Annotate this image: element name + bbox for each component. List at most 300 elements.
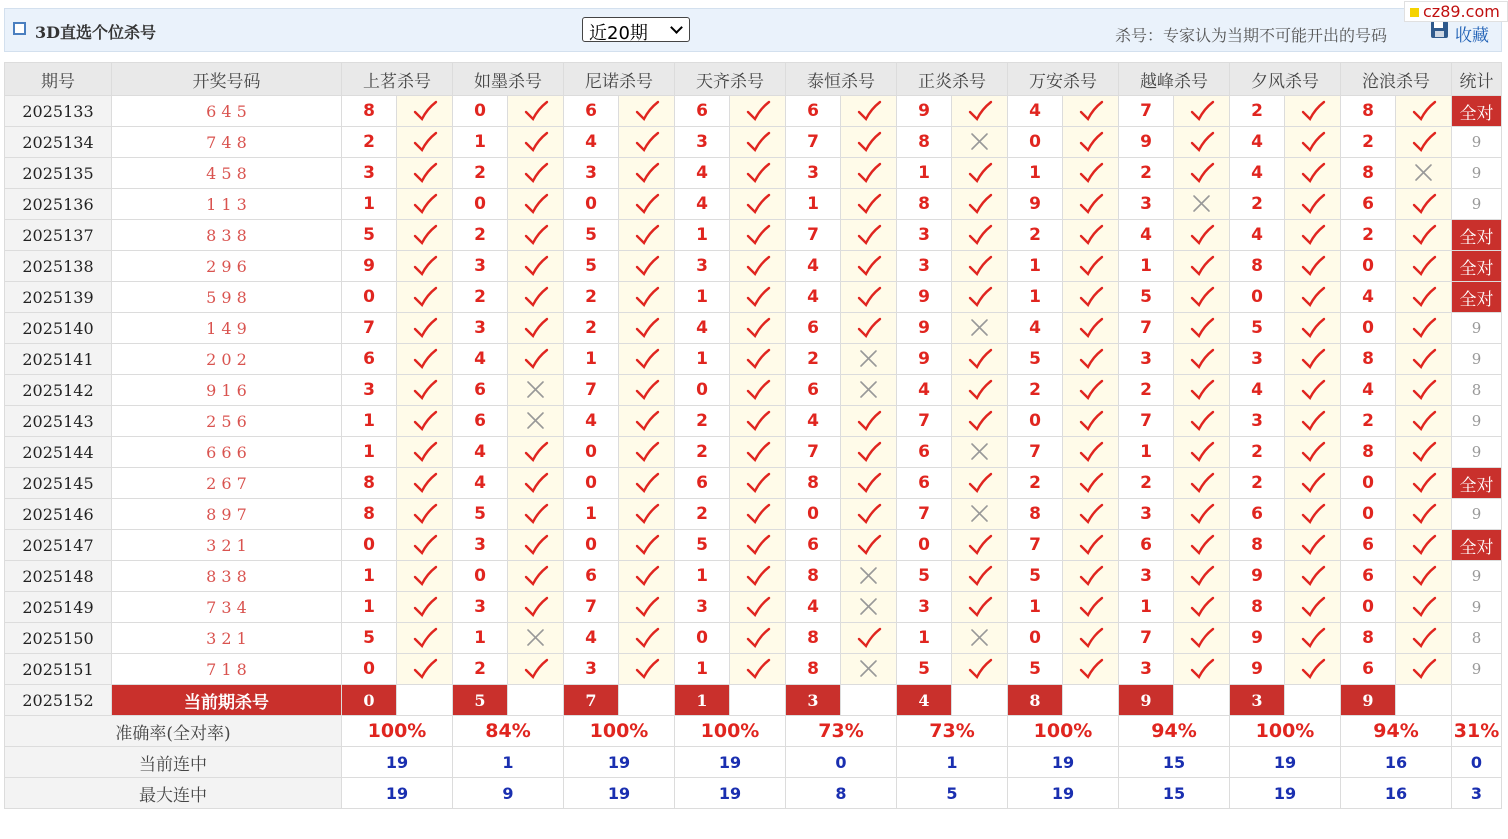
kill-number-cell: 1 [342, 406, 397, 437]
kill-number-cell: 4 [564, 406, 619, 437]
kill-number-cell: 7 [1119, 623, 1174, 654]
kill-number-cell: 1 [675, 282, 730, 313]
result-cell [1396, 127, 1452, 158]
draw-number-cell: 6 4 5 [112, 96, 342, 127]
result-cell [1396, 561, 1452, 592]
result-cell [1285, 468, 1341, 499]
period-cell: 2025149 [5, 592, 112, 623]
result-cell [508, 530, 564, 561]
result-cell [508, 592, 564, 623]
result-cell [619, 251, 675, 282]
cross-icon [967, 627, 993, 649]
period-cell: 2025148 [5, 561, 112, 592]
check-icon [523, 472, 549, 494]
check-icon [412, 410, 438, 432]
kill-number-cell: 4 [897, 375, 952, 406]
result-cell [952, 189, 1008, 220]
table-row [5, 127, 1502, 158]
check-icon [1078, 100, 1104, 122]
kill-number-cell: 6 [786, 96, 841, 127]
check-icon [967, 658, 993, 680]
result-cell [1063, 158, 1119, 189]
check-icon [412, 317, 438, 339]
check-icon [1189, 348, 1215, 370]
result-cell [508, 468, 564, 499]
kill-number-cell: 3 [342, 375, 397, 406]
kill-number-cell: 6 [453, 406, 508, 437]
result-cell [397, 251, 453, 282]
result-cell [508, 282, 564, 313]
result-cell [730, 96, 786, 127]
all-correct-badge: 全对 [1452, 468, 1502, 499]
result-cell [841, 313, 897, 344]
result-cell [1063, 468, 1119, 499]
check-icon [967, 410, 993, 432]
current-streak-row-value: 0 [786, 747, 897, 778]
accuracy-row-value: 100% [1230, 716, 1341, 747]
result-cell [1063, 127, 1119, 158]
result-cell [1285, 406, 1341, 437]
check-icon [634, 255, 660, 277]
check-icon [1189, 255, 1215, 277]
check-icon [967, 348, 993, 370]
table-row [5, 251, 1502, 282]
blank-cell [841, 685, 897, 716]
result-cell [1396, 654, 1452, 685]
check-icon [1300, 100, 1326, 122]
result-cell [1285, 561, 1341, 592]
result-cell [1174, 251, 1230, 282]
correct-count-cell: 9 [1452, 499, 1502, 530]
result-cell [952, 499, 1008, 530]
check-icon [1300, 379, 1326, 401]
result-cell [397, 158, 453, 189]
draw-number-cell: 1 1 3 [112, 189, 342, 220]
kill-number-cell: 8 [342, 468, 397, 499]
result-cell [1174, 158, 1230, 189]
all-correct-badge: 全对 [1452, 220, 1502, 251]
result-cell [619, 654, 675, 685]
kill-number-cell: 7 [897, 406, 952, 437]
check-icon [1300, 441, 1326, 463]
result-cell [1174, 220, 1230, 251]
check-icon [1411, 627, 1437, 649]
period-cell: 2025146 [5, 499, 112, 530]
check-icon [856, 472, 882, 494]
result-cell [1285, 251, 1341, 282]
col-header-expert: 万安杀号 [1008, 63, 1119, 96]
result-cell [508, 251, 564, 282]
result-cell [619, 623, 675, 654]
current-kill-number: 3 [1230, 685, 1285, 716]
check-icon [523, 100, 549, 122]
col-header-expert: 如墨杀号 [453, 63, 564, 96]
result-cell [841, 623, 897, 654]
table-row [5, 437, 1502, 468]
kill-number-cell: 5 [897, 654, 952, 685]
check-icon [745, 286, 771, 308]
col-header-expert: 夕风杀号 [1230, 63, 1341, 96]
table-row [5, 375, 1502, 406]
page-title: 3D直选个位杀号 [35, 23, 157, 42]
kill-number-cell: 0 [1341, 592, 1396, 623]
check-icon [856, 627, 882, 649]
kill-number-cell: 5 [897, 561, 952, 592]
check-icon [1411, 317, 1437, 339]
kill-number-cell: 8 [1008, 499, 1063, 530]
table-row [5, 530, 1502, 561]
result-cell [1285, 530, 1341, 561]
kill-number-cell: 0 [675, 375, 730, 406]
draw-number-cell: 7 1 8 [112, 654, 342, 685]
period-cell: 2025133 [5, 96, 112, 127]
kill-number-cell: 1 [675, 220, 730, 251]
kill-number-cell: 8 [1341, 623, 1396, 654]
current-streak-row-value: 15 [1119, 747, 1230, 778]
kill-number-cell: 0 [1008, 623, 1063, 654]
result-cell [952, 406, 1008, 437]
check-icon [634, 565, 660, 587]
check-icon [412, 286, 438, 308]
accuracy-row [5, 716, 1502, 747]
result-cell [841, 499, 897, 530]
kill-number-cell: 1 [1119, 592, 1174, 623]
cross-icon [1411, 162, 1437, 184]
result-cell [841, 158, 897, 189]
kill-number-cell: 2 [1008, 375, 1063, 406]
result-cell [508, 220, 564, 251]
check-icon [1189, 286, 1215, 308]
result-cell [841, 592, 897, 623]
check-icon [634, 410, 660, 432]
current-kill-number: 7 [564, 685, 619, 716]
result-cell [730, 592, 786, 623]
kill-number-cell: 2 [453, 654, 508, 685]
check-icon [634, 100, 660, 122]
check-icon [967, 472, 993, 494]
result-cell [1174, 468, 1230, 499]
result-cell [952, 158, 1008, 189]
max-streak-row-value: 8 [786, 778, 897, 809]
result-cell [619, 437, 675, 468]
accuracy-row-value: 73% [786, 716, 897, 747]
result-cell [397, 127, 453, 158]
kill-number-cell: 1 [1008, 251, 1063, 282]
result-cell [1174, 530, 1230, 561]
result-cell [841, 406, 897, 437]
result-cell [1396, 530, 1452, 561]
kill-number-cell: 1 [453, 127, 508, 158]
check-icon [1300, 565, 1326, 587]
check-icon [1189, 224, 1215, 246]
result-cell [730, 623, 786, 654]
result-cell [841, 251, 897, 282]
kill-number-cell: 6 [786, 313, 841, 344]
check-icon [967, 100, 993, 122]
result-cell [952, 468, 1008, 499]
result-cell [397, 499, 453, 530]
kill-number-cell: 0 [564, 530, 619, 561]
result-cell [619, 96, 675, 127]
kill-number-cell: 4 [1008, 313, 1063, 344]
kill-number-cell: 4 [1341, 375, 1396, 406]
kill-number-cell: 0 [1008, 406, 1063, 437]
kill-number-cell: 7 [786, 127, 841, 158]
kill-number-cell: 2 [1230, 468, 1285, 499]
check-icon [1411, 441, 1437, 463]
accuracy-row-value: 100% [675, 716, 786, 747]
cross-icon [1189, 193, 1215, 215]
result-cell [1174, 313, 1230, 344]
result-cell [1063, 530, 1119, 561]
accuracy-row-label: 准确率(全对率) [5, 716, 342, 747]
correct-count-cell: 8 [1452, 375, 1502, 406]
check-icon [523, 162, 549, 184]
current-streak-row-value: 19 [342, 747, 453, 778]
correct-count-cell: 9 [1452, 654, 1502, 685]
check-icon [1189, 131, 1215, 153]
kill-number-cell: 5 [564, 220, 619, 251]
kill-number-cell: 8 [1341, 96, 1396, 127]
result-cell [1396, 623, 1452, 654]
result-cell [619, 530, 675, 561]
result-cell [1285, 313, 1341, 344]
kill-number-cell: 1 [675, 344, 730, 375]
result-cell [1174, 437, 1230, 468]
kill-number-cell: 9 [1230, 654, 1285, 685]
section-checkbox[interactable] [13, 22, 26, 35]
col-header-expert: 沧浪杀号 [1341, 63, 1452, 96]
check-icon [1411, 658, 1437, 680]
result-cell [508, 127, 564, 158]
kill-number-cell: 3 [1119, 499, 1174, 530]
check-icon [1189, 379, 1215, 401]
period-cell: 2025152 [5, 685, 112, 716]
check-icon [745, 224, 771, 246]
kill-number-cell: 0 [564, 468, 619, 499]
kill-number-cell: 8 [342, 499, 397, 530]
draw-number-cell: 5 9 8 [112, 282, 342, 313]
result-cell [1174, 189, 1230, 220]
result-cell [1285, 96, 1341, 127]
kill-number-cell: 0 [786, 499, 841, 530]
kill-number-cell: 9 [897, 282, 952, 313]
kill-number-cell: 6 [564, 96, 619, 127]
check-icon [1078, 503, 1104, 525]
draw-number-cell: 4 5 8 [112, 158, 342, 189]
kill-number-cell: 0 [1230, 282, 1285, 313]
check-icon [1411, 255, 1437, 277]
result-cell [619, 375, 675, 406]
kill-number-cell: 0 [897, 530, 952, 561]
check-icon [412, 379, 438, 401]
check-icon [523, 286, 549, 308]
result-cell [952, 313, 1008, 344]
result-cell [841, 530, 897, 561]
cross-icon [856, 658, 882, 680]
table-row [5, 654, 1502, 685]
kill-number-cell: 6 [342, 344, 397, 375]
kill-number-cell: 4 [786, 282, 841, 313]
kill-number-cell: 0 [564, 189, 619, 220]
period-cell: 2025136 [5, 189, 112, 220]
check-icon [1078, 441, 1104, 463]
result-cell [841, 96, 897, 127]
current-kill-number: 5 [453, 685, 508, 716]
check-icon [1300, 224, 1326, 246]
check-icon [634, 472, 660, 494]
result-cell [619, 282, 675, 313]
kill-number-cell: 2 [1119, 468, 1174, 499]
period-cell: 2025135 [5, 158, 112, 189]
result-cell [730, 251, 786, 282]
result-cell [1285, 282, 1341, 313]
result-cell [730, 313, 786, 344]
kill-number-cell: 3 [1119, 561, 1174, 592]
kill-number-cell: 7 [564, 592, 619, 623]
result-cell [619, 561, 675, 592]
current-kill-number: 1 [675, 685, 730, 716]
current-kill-number: 4 [897, 685, 952, 716]
period-range-select[interactable] [582, 17, 690, 42]
check-icon [1078, 534, 1104, 556]
check-icon [1411, 596, 1437, 618]
check-icon [1189, 596, 1215, 618]
check-icon [1189, 565, 1215, 587]
draw-number-cell: 1 4 9 [112, 313, 342, 344]
check-icon [1300, 193, 1326, 215]
correct-count-cell: 9 [1452, 158, 1502, 189]
col-header-expert: 越峰杀号 [1119, 63, 1230, 96]
kill-number-cell: 7 [786, 220, 841, 251]
result-cell [1396, 158, 1452, 189]
col-header-expert: 上茗杀号 [342, 63, 453, 96]
kill-number-cell: 3 [897, 220, 952, 251]
result-cell [952, 654, 1008, 685]
kill-number-cell: 7 [786, 437, 841, 468]
col-header-stat: 统计 [1452, 63, 1502, 96]
result-cell [1396, 189, 1452, 220]
kill-number-cell: 3 [675, 251, 730, 282]
kill-number-cell: 6 [1341, 654, 1396, 685]
result-cell [730, 375, 786, 406]
kill-number-cell: 7 [1008, 530, 1063, 561]
blank-cell [397, 685, 453, 716]
check-icon [1300, 534, 1326, 556]
result-cell [1174, 654, 1230, 685]
check-icon [1078, 565, 1104, 587]
kill-number-cell: 6 [897, 437, 952, 468]
check-icon [1411, 379, 1437, 401]
result-cell [397, 561, 453, 592]
check-icon [412, 193, 438, 215]
check-icon [1411, 503, 1437, 525]
check-icon [1411, 131, 1437, 153]
all-correct-badge: 全对 [1452, 282, 1502, 313]
correct-count-cell: 9 [1452, 437, 1502, 468]
result-cell [1063, 282, 1119, 313]
check-icon [1411, 193, 1437, 215]
save-icon[interactable] [1431, 21, 1448, 38]
check-icon [634, 596, 660, 618]
kill-number-cell: 6 [675, 96, 730, 127]
check-icon [523, 534, 549, 556]
check-icon [1300, 286, 1326, 308]
kill-number-cell: 3 [1119, 189, 1174, 220]
blank-cell [730, 685, 786, 716]
check-icon [967, 224, 993, 246]
current-streak-row-value: 19 [564, 747, 675, 778]
result-cell [1396, 313, 1452, 344]
check-icon [1078, 255, 1104, 277]
check-icon [967, 255, 993, 277]
col-header-expert: 泰恒杀号 [786, 63, 897, 96]
blank-cell [1452, 685, 1502, 716]
check-icon [1078, 627, 1104, 649]
check-icon [745, 317, 771, 339]
check-icon [1411, 565, 1437, 587]
blank-cell [1396, 685, 1452, 716]
kill-number-cell: 4 [675, 313, 730, 344]
result-cell [1396, 375, 1452, 406]
col-header-period: 期号 [5, 63, 112, 96]
check-icon [856, 131, 882, 153]
check-icon [1189, 317, 1215, 339]
kill-number-cell: 0 [1008, 127, 1063, 158]
kill-number-cell: 2 [342, 127, 397, 158]
result-cell [952, 623, 1008, 654]
kill-number-cell: 2 [1230, 437, 1285, 468]
current-streak-row-value: 1 [453, 747, 564, 778]
max-streak-row-value: 9 [453, 778, 564, 809]
check-icon [634, 534, 660, 556]
favorite-link[interactable]: 收藏 [1455, 26, 1489, 46]
check-icon [967, 565, 993, 587]
result-cell [1396, 406, 1452, 437]
kill-number-cell: 2 [1119, 158, 1174, 189]
result-cell [1063, 654, 1119, 685]
accuracy-row-stat: 31% [1452, 716, 1502, 747]
kill-number-cell: 3 [564, 158, 619, 189]
max-streak-row-value: 5 [897, 778, 1008, 809]
table-row [5, 220, 1502, 251]
result-cell [397, 406, 453, 437]
check-icon [856, 503, 882, 525]
kill-number-cell: 2 [453, 158, 508, 189]
col-header-expert: 天齐杀号 [675, 63, 786, 96]
kill-number-cell: 3 [453, 530, 508, 561]
check-icon [634, 193, 660, 215]
period-cell: 2025141 [5, 344, 112, 375]
check-icon [1411, 224, 1437, 246]
table-row [5, 468, 1502, 499]
kill-number-cell: 0 [453, 189, 508, 220]
result-cell [397, 313, 453, 344]
cross-icon [967, 441, 993, 463]
result-cell [508, 375, 564, 406]
kill-number-cell: 2 [675, 437, 730, 468]
result-cell [1285, 654, 1341, 685]
kill-number-cell: 8 [1230, 592, 1285, 623]
cross-icon [856, 565, 882, 587]
result-cell [841, 282, 897, 313]
check-icon [523, 224, 549, 246]
result-cell [397, 654, 453, 685]
check-icon [856, 441, 882, 463]
check-icon [1300, 410, 1326, 432]
result-cell [952, 344, 1008, 375]
kill-number-cell: 3 [786, 158, 841, 189]
